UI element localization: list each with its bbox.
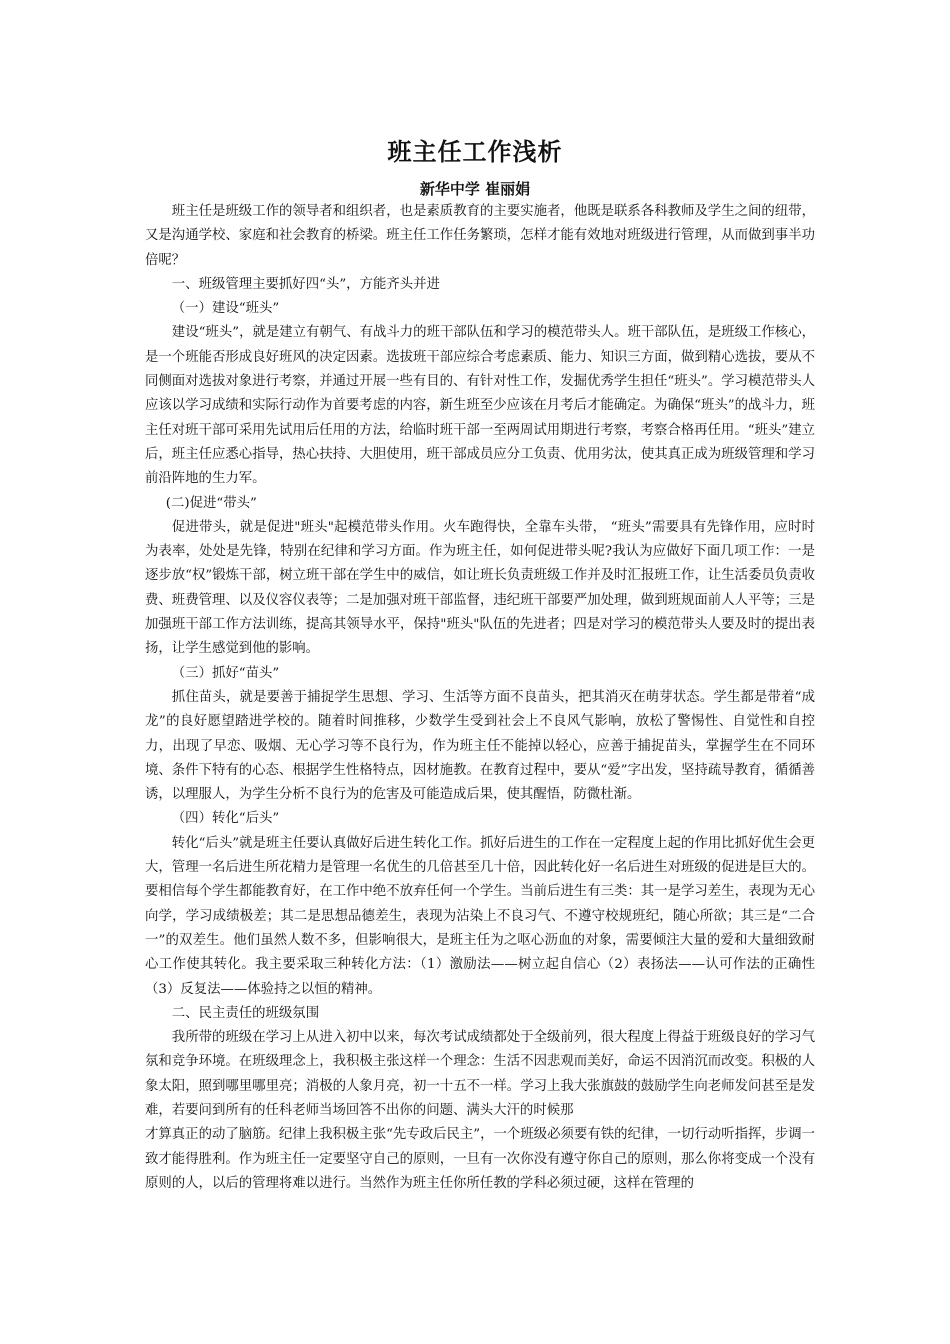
body-paragraph: 促进带头，就是促进"班头"起模范带头作用。火车跑得快，全靠车头带， “班头”需要具有先锋作用，应时时为表率，处处是先锋，特别在纪律和学习方面。作为班主任，如何促进带头呢?我认为应做好下面几项工作：一是逐步放“权”锻炼干部，树立班干部在学生中的威信，如让班长负责班级工作并及时汇报班工作，让生活委员负责收费、班费管理、以及仪容仪表等；二是加强对班干部监督，违纪班干部要严加处理，做到班规面前人人平等；三是加强班干部工作方法训练，提高其领导水平，保持"班头"队伍的先进者；四是对学习的模范带头人要及时的提出表扬，让学生感觉到他的影响。 xyxy=(145,519,815,657)
intro-paragraph: 班主任是班级工作的领导者和组织者，也是素质教育的主要实施者，他既是联系各科教师及学生之间的纽带，又是沟通学校、家庭和社会教育的桥梁。班主任工作任务繁琐，怎样才能有效地对班级进行管理，从而做到事半功倍呢？ xyxy=(145,204,815,268)
subsection-heading-3: （三）抓好“苗头” xyxy=(171,665,280,681)
body-paragraph: 抓住苗头，就是要善于捕捉学生思想、学习、生活等方面不良苗头，把其消灭在萌芽状态。学生都是带着“成龙”的良好愿望踏进学校的。随着时间推移，少数学生受到社会上不良风气影响，放松了警惕性、自觉性和自控力，出现了早恋、吸烟、无心学习等不良行为，作为班主任不能掉以轻心，应善于捕捉苗头，掌握学生在不同环境、条件下特有的心态、根据学生性格特点，因材施教。在教育过程中，要从“爱”字出发，坚持疏导教育，循循善诱，以理服人，为学生分析不良行为的危害及可能造成后果，使其醒悟，防微杜渐。 xyxy=(145,689,815,803)
page-title: 班主任工作浅析 xyxy=(387,138,563,166)
document-body xyxy=(145,200,815,1196)
section-heading-2: 二、民主责任的班级氛围 xyxy=(171,1005,320,1021)
body-paragraph: 建设“班头”，就是建立有朝气、有战斗力的班干部队伍和学习的模范带头人。班干部队伍，是班级工作核心，是一个班能否形成良好班风的决定因素。选拔班干部应综合考虑素质、能力、知识三方面，做到精心选拔，要从不同侧面对选拔对象进行考察，并通过开展一些有目的、有针对性工作，发掘优秀学生担任“班头”。学习模范带头人应该以学习成绩和实际行动作为首要考虑的内容，新生班至少应该在月考后才能确定。为确保“班头”的战斗力，班主任对班干部可采用先试用后任用的方法，给临时班干部一至两周试用期进行考察，考察合格再任用。“班头”建立后，班主任应悉心指导，热心扶持、大胆使用，班干部成员应分工负责、优用劣汰，使其真正成为班级管理和学习前沿阵地的生力军。 xyxy=(145,325,815,487)
subsection-heading-2: (二)促进“带头” xyxy=(165,495,257,511)
section-heading-1: 一、班级管理主要抓好四“头”，方能齐头并进 xyxy=(171,276,440,292)
body-paragraph: 转化“后头”就是班主任要认真做好后进生转化工作。抓好后进生的工作在一定程度上起的作用比抓好优生会更大，管理一名后进生所花精力是管理一名优生的几倍甚至几十倍，因此转化好一名后进生对班级的促进是巨大的。要相信每个学生都能教育好，在工作中绝不放弃任何一个学生。当前后进生有三类：其一是学习差生，表现为无心向学，学习成绩极差；其二是思想品德差生，表现为沾染上不良习气、不遵守校规班纪，随心所欲；其三是“二合一”的双差生。他们虽然人数不多，但影响很大，是班主任为之呕心沥血的对象，需要倾注大量的爱和大量细致耐心工作使其转化。我主要采取三种转化方法：（1）激励法——树立起自信心（2）表扬法——认可作法的正确性（3）反复法——体验持之以恒的精神。 xyxy=(145,835,815,997)
body-paragraph-continued: 才算真正的动了脑筋。纪律上我积极主张“先专政后民主”，一个班级必须要有铁的纪律，一切行动听指挥，步调一致才能得胜利。作为班主任一定要坚守自己的原则，一旦有一次你没有遵守你自己的原则，那么你将变成一个没有原则的人，以后的管理将难以进行。当然作为班主任你所任教的学科必须过硬，这样在管理的 xyxy=(145,1127,815,1191)
subsection-heading-4: （四）转化“后头” xyxy=(171,811,280,827)
subsection-heading-1: （一）建设“班头” xyxy=(171,301,280,317)
body-paragraph: 我所带的班级在学习上从进入初中以来，每次考试成绩都处于全级前列，很大程度上得益于班级良好的学习气氛和竞争环境。在班级理念上，我积极主张这样一个理念：生活不因悲观而美好，命运不因消沉而改变。积极的人象太阳，照到哪里哪里亮；消极的人象月亮，初一十五不一样。学习上我大张旗鼓的鼓励学生向老师发问甚至是发难，若要问到所有的任科老师当场回答不出你的问题、满头大汗的时候那 xyxy=(145,1030,815,1118)
author-line: 新华中学 崔丽娟 xyxy=(419,180,531,198)
